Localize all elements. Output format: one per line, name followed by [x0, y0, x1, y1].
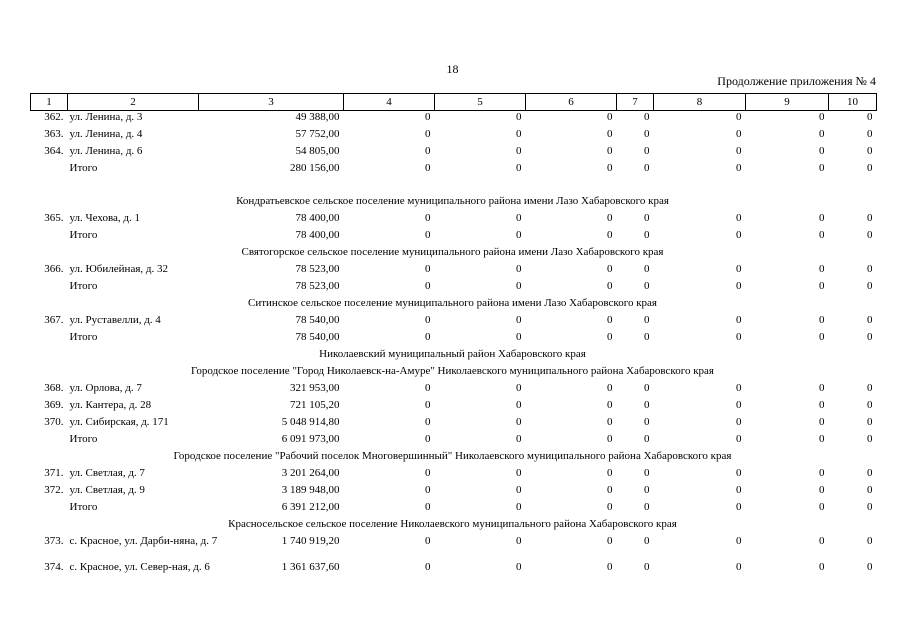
value-cell-col-10: 0 [867, 111, 873, 123]
value-cell-col-3: 78 400,00 [295, 212, 340, 224]
column-header-1: 1 [31, 94, 68, 111]
value-cell-col-5: 0 [516, 382, 522, 394]
value-cell-col-6: 0 [607, 162, 613, 174]
value-cell-col-8: 0 [736, 229, 742, 241]
column-header-10: 10 [829, 94, 877, 111]
spacer-row [31, 179, 877, 195]
value-cell-col-6: 0 [607, 111, 613, 123]
value-cell-col-10: 0 [867, 399, 873, 411]
value-cell-col-4: 0 [425, 535, 431, 547]
value-cell-col-5: 0 [516, 145, 522, 157]
row-number: 373. [44, 535, 64, 547]
value-cell-col-3: 321 953,00 [290, 382, 340, 394]
column-header-5: 5 [435, 94, 526, 111]
value-cell-col-7: 0 [644, 263, 650, 275]
value-cell-col-3: 3 189 948,00 [281, 484, 340, 496]
value-cell-col-5: 0 [516, 111, 522, 123]
value-cell-col-5: 0 [516, 467, 522, 479]
value-cell-col-6: 0 [607, 263, 613, 275]
value-cell-col-3: 78 540,00 [295, 331, 340, 343]
value-cell-col-8: 0 [736, 433, 742, 445]
value-cell-col-7: 0 [644, 416, 650, 428]
value-cell-col-7: 0 [644, 314, 650, 326]
value-cell-col-5: 0 [516, 501, 522, 513]
value-cell-col-8: 0 [736, 263, 742, 275]
address-cell: Итого [69, 501, 98, 513]
value-cell-col-8: 0 [736, 331, 742, 343]
table-row [31, 484, 877, 501]
value-cell-col-8: 0 [736, 280, 742, 292]
row-number [31, 162, 68, 179]
value-cell-col-6: 0 [607, 212, 613, 224]
table-row [31, 399, 877, 416]
value-cell-col-4: 0 [425, 263, 431, 275]
value-cell-col-7: 0 [644, 535, 650, 547]
address-cell: ул. Сибирская, д. 171 [69, 416, 169, 428]
row-number: 369. [44, 399, 64, 411]
value-cell-col-5: 0 [516, 162, 522, 174]
table-body [31, 111, 877, 588]
table-row [31, 561, 877, 587]
value-cell-col-10: 0 [867, 212, 873, 224]
value-cell-col-4: 0 [425, 433, 431, 445]
value-cell-col-4: 0 [425, 128, 431, 140]
value-cell-col-5: 0 [516, 280, 522, 292]
value-cell-col-10: 0 [867, 433, 873, 445]
value-cell-col-10: 0 [867, 535, 873, 547]
value-cell-col-7: 0 [644, 382, 650, 394]
value-cell-col-3: 6 091 973,00 [281, 433, 340, 445]
value-cell-col-8: 0 [736, 484, 742, 496]
value-cell-col-9: 0 [819, 561, 825, 573]
section-heading-row [31, 450, 877, 467]
value-cell-col-9: 0 [819, 467, 825, 479]
section-heading-row [31, 246, 877, 263]
value-cell-col-8: 0 [736, 162, 742, 174]
value-cell-col-10: 0 [867, 501, 873, 513]
value-cell-col-4: 0 [425, 280, 431, 292]
value-cell-col-7: 0 [644, 399, 650, 411]
value-cell-col-9: 0 [819, 280, 825, 292]
value-cell-col-6: 0 [607, 501, 613, 513]
value-cell-col-10: 0 [867, 229, 873, 241]
value-cell-col-3: 78 540,00 [295, 314, 340, 326]
value-cell-col-8: 0 [736, 561, 742, 573]
value-cell-col-5: 0 [516, 433, 522, 445]
value-cell-col-10: 0 [867, 467, 873, 479]
value-cell-col-10: 0 [867, 145, 873, 157]
value-cell-col-3: 280 156,00 [290, 162, 340, 174]
value-cell-col-10: 0 [867, 314, 873, 326]
table-row [31, 263, 877, 280]
value-cell-col-8: 0 [736, 314, 742, 326]
spacer-cell [31, 179, 877, 195]
value-cell-col-3: 54 805,00 [295, 145, 340, 157]
table-row [31, 416, 877, 433]
table-row [31, 331, 877, 348]
value-cell-col-8: 0 [736, 501, 742, 513]
row-number: 366. [44, 263, 64, 275]
value-cell-col-3: 6 391 212,00 [281, 501, 340, 513]
value-cell-col-8: 0 [736, 416, 742, 428]
value-cell-col-4: 0 [425, 229, 431, 241]
value-cell-col-9: 0 [819, 128, 825, 140]
value-cell-col-5: 0 [516, 263, 522, 275]
value-cell-col-3: 721 105,20 [290, 399, 340, 411]
value-cell-col-9: 0 [819, 484, 825, 496]
value-cell-col-4: 0 [425, 399, 431, 411]
value-cell-col-3: 49 388,00 [295, 111, 340, 123]
value-cell-col-7: 0 [644, 162, 650, 174]
value-cell-col-6: 0 [607, 382, 613, 394]
row-number: 363. [44, 128, 64, 140]
row-number: 371. [44, 467, 64, 479]
page-number: 18 [446, 62, 459, 76]
value-cell-col-10: 0 [867, 162, 873, 174]
value-cell-col-6: 0 [607, 561, 613, 573]
table-row [31, 382, 877, 399]
row-number: 372. [44, 484, 64, 496]
value-cell-col-8: 0 [736, 382, 742, 394]
value-cell-col-4: 0 [425, 111, 431, 123]
value-cell-col-8: 0 [736, 467, 742, 479]
value-cell-col-9: 0 [819, 382, 825, 394]
section-heading: Городское поселение "Рабочий поселок Многовершинный" Николаевского муниципального района Хабаровского края [173, 450, 732, 462]
address-cell: Итого [69, 229, 98, 241]
value-cell-col-4: 0 [425, 467, 431, 479]
column-header-7: 7 [617, 94, 654, 111]
value-cell-col-9: 0 [819, 501, 825, 513]
value-cell-col-6: 0 [607, 433, 613, 445]
value-cell-col-8: 0 [736, 128, 742, 140]
section-heading-row [31, 518, 877, 535]
value-cell-col-5: 0 [516, 561, 522, 573]
table-row [31, 145, 877, 162]
value-cell-col-4: 0 [425, 484, 431, 496]
value-cell-col-3: 1 361 637,60 [281, 561, 340, 573]
column-header-2: 2 [68, 94, 199, 111]
value-cell-col-7: 0 [644, 467, 650, 479]
table-row [31, 280, 877, 297]
value-cell-col-6: 0 [607, 128, 613, 140]
address-cell: ул. Ленина, д. 3 [69, 111, 143, 123]
value-cell-col-3: 78 523,00 [295, 280, 340, 292]
value-cell-col-7: 0 [644, 561, 650, 573]
section-heading-row [31, 365, 877, 382]
address-cell: ул. Ленина, д. 6 [69, 145, 143, 157]
column-header-3: 3 [199, 94, 344, 111]
value-cell-col-3: 5 048 914,80 [281, 416, 340, 428]
address-cell: Итого [69, 162, 98, 174]
value-cell-col-6: 0 [607, 535, 613, 547]
value-cell-col-4: 0 [425, 416, 431, 428]
value-cell-col-10: 0 [867, 561, 873, 573]
section-heading: Красносельское сельское поселение Николаевского муниципального района Хабаровского края [228, 518, 677, 530]
report-table [30, 93, 877, 587]
value-cell-col-9: 0 [819, 145, 825, 157]
address-cell: Итого [69, 331, 98, 343]
table-row [31, 433, 877, 450]
value-cell-col-10: 0 [867, 128, 873, 140]
table-row [31, 467, 877, 484]
value-cell-col-4: 0 [425, 145, 431, 157]
value-cell-col-7: 0 [644, 280, 650, 292]
address-cell: с. Красное, ул. Север-ная, д. 6 [69, 561, 210, 573]
section-heading: Кондратьевское сельское поселение муниципального района имени Лазо Хабаровского края [236, 195, 669, 207]
address-cell: ул. Руставелли, д. 4 [69, 314, 161, 326]
value-cell-col-5: 0 [516, 128, 522, 140]
row-number: 367. [44, 314, 64, 326]
value-cell-col-7: 0 [644, 229, 650, 241]
value-cell-col-5: 0 [516, 535, 522, 547]
row-number: 362. [44, 111, 64, 123]
row-number: 365. [44, 212, 64, 224]
table-row [31, 111, 877, 129]
value-cell-col-10: 0 [867, 416, 873, 428]
value-cell-col-6: 0 [607, 314, 613, 326]
value-cell-col-10: 0 [867, 382, 873, 394]
section-heading: Святогорское сельское поселение муниципального района имени Лазо Хабаровского края [241, 246, 664, 258]
value-cell-col-9: 0 [819, 399, 825, 411]
column-header-8: 8 [654, 94, 746, 111]
section-heading-row [31, 297, 877, 314]
address-cell: Итого [69, 433, 98, 445]
value-cell-col-7: 0 [644, 433, 650, 445]
value-cell-col-6: 0 [607, 399, 613, 411]
section-heading: Николаевский муниципальный район Хабаровского края [319, 348, 586, 360]
value-cell-col-5: 0 [516, 229, 522, 241]
value-cell-col-9: 0 [819, 314, 825, 326]
value-cell-col-6: 0 [607, 484, 613, 496]
value-cell-col-10: 0 [867, 331, 873, 343]
value-cell-col-10: 0 [867, 263, 873, 275]
address-cell: с. Красное, ул. Дарби-няна, д. 7 [69, 535, 218, 547]
row-number: 368. [44, 382, 64, 394]
value-cell-col-5: 0 [516, 212, 522, 224]
column-header-4: 4 [344, 94, 435, 111]
value-cell-col-3: 3 201 264,00 [281, 467, 340, 479]
value-cell-col-7: 0 [644, 111, 650, 123]
value-cell-col-9: 0 [819, 535, 825, 547]
value-cell-col-4: 0 [425, 212, 431, 224]
value-cell-col-7: 0 [644, 501, 650, 513]
value-cell-col-6: 0 [607, 416, 613, 428]
table-row [31, 535, 877, 561]
value-cell-col-8: 0 [736, 399, 742, 411]
value-cell-col-6: 0 [607, 467, 613, 479]
value-cell-col-9: 0 [819, 433, 825, 445]
table-header [31, 94, 877, 111]
address-cell: ул. Юбилейная, д. 32 [69, 263, 168, 275]
section-heading: Городское поселение "Город Николаевск-на-Амуре" Николаевского муниципального района Хабаровского края [191, 365, 714, 377]
value-cell-col-9: 0 [819, 162, 825, 174]
address-cell: ул. Ленина, д. 4 [69, 128, 143, 140]
row-number: 374. [44, 561, 64, 573]
address-cell: Итого [69, 280, 98, 292]
row-number [31, 433, 68, 450]
column-header-6: 6 [526, 94, 617, 111]
address-cell: ул. Орлова, д. 7 [69, 382, 142, 394]
value-cell-col-7: 0 [644, 331, 650, 343]
row-number: 364. [44, 145, 64, 157]
value-cell-col-5: 0 [516, 416, 522, 428]
value-cell-col-8: 0 [736, 535, 742, 547]
table-row [31, 501, 877, 518]
row-number [31, 229, 68, 246]
value-cell-col-4: 0 [425, 501, 431, 513]
value-cell-col-8: 0 [736, 111, 742, 123]
section-heading-row [31, 195, 877, 212]
value-cell-col-9: 0 [819, 212, 825, 224]
value-cell-col-10: 0 [867, 280, 873, 292]
address-cell: ул. Светлая, д. 9 [69, 484, 145, 496]
value-cell-col-9: 0 [819, 111, 825, 123]
value-cell-col-4: 0 [425, 162, 431, 174]
section-heading: Ситинское сельское поселение муниципального района имени Лазо Хабаровского края [248, 297, 657, 309]
table-row [31, 162, 877, 179]
address-cell: ул. Чехова, д. 1 [69, 212, 141, 224]
value-cell-col-3: 1 740 919,20 [281, 535, 340, 547]
row-number: 370. [44, 416, 64, 428]
address-cell: ул. Кантера, д. 28 [69, 399, 152, 411]
value-cell-col-9: 0 [819, 416, 825, 428]
value-cell-col-6: 0 [607, 229, 613, 241]
section-heading-row [31, 348, 877, 365]
value-cell-col-8: 0 [736, 212, 742, 224]
value-cell-col-8: 0 [736, 145, 742, 157]
table-row [31, 314, 877, 331]
table-row [31, 229, 877, 246]
value-cell-col-4: 0 [425, 382, 431, 394]
row-number [31, 280, 68, 297]
address-cell: ул. Светлая, д. 7 [69, 467, 145, 479]
value-cell-col-6: 0 [607, 331, 613, 343]
value-cell-col-5: 0 [516, 484, 522, 496]
column-header-9: 9 [746, 94, 829, 111]
row-number [31, 331, 68, 348]
value-cell-col-9: 0 [819, 229, 825, 241]
value-cell-col-7: 0 [644, 212, 650, 224]
table-row [31, 212, 877, 229]
value-cell-col-3: 57 752,00 [295, 128, 340, 140]
value-cell-col-7: 0 [644, 484, 650, 496]
value-cell-col-4: 0 [425, 314, 431, 326]
value-cell-col-4: 0 [425, 561, 431, 573]
continuation-note: Продолжение приложения № 4 [717, 74, 876, 88]
value-cell-col-6: 0 [607, 145, 613, 157]
value-cell-col-7: 0 [644, 128, 650, 140]
value-cell-col-5: 0 [516, 331, 522, 343]
value-cell-col-5: 0 [516, 314, 522, 326]
value-cell-col-3: 78 523,00 [295, 263, 340, 275]
row-number [31, 501, 68, 518]
value-cell-col-4: 0 [425, 331, 431, 343]
value-cell-col-3: 78 400,00 [295, 229, 340, 241]
value-cell-col-10: 0 [867, 484, 873, 496]
value-cell-col-9: 0 [819, 263, 825, 275]
value-cell-col-7: 0 [644, 145, 650, 157]
value-cell-col-6: 0 [607, 280, 613, 292]
value-cell-col-5: 0 [516, 399, 522, 411]
value-cell-col-9: 0 [819, 331, 825, 343]
table-row [31, 128, 877, 145]
